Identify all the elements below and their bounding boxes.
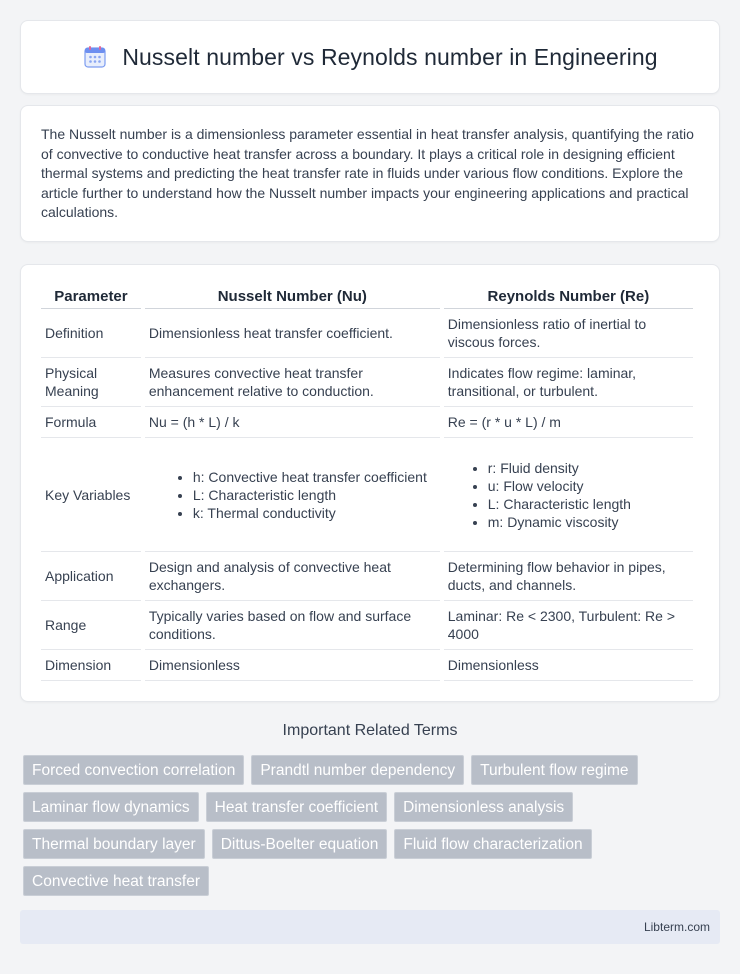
related-term-tag[interactable]: Thermal boundary layer	[23, 829, 205, 859]
list-item: • L: Characteristic length	[488, 495, 689, 513]
row-label: Range	[41, 601, 141, 650]
header-nusselt: Nusselt Number (Nu)	[145, 283, 440, 309]
row-label: Application	[41, 552, 141, 601]
nusselt-cell: Typically varies based on flow and surface conditions.	[145, 601, 440, 650]
list-item: • k: Thermal conductivity	[193, 504, 436, 522]
table-row	[41, 601, 693, 650]
intro-text: The Nusselt number is a dimensionless parameter essential in heat transfer analysis, quantifying the ratio of convective to conductive heat transfer across a boundary. It plays a critical role in designing efficient thermal systems and predicting the heat transfer rate in fluids under various flow conditions. Explore the article further to understand how the Nusselt number impacts your engineering applications and practical calculations.	[41, 126, 694, 220]
footer-site-link[interactable]: Libterm.com	[643, 920, 710, 934]
table-row	[41, 358, 693, 407]
related-term-tag[interactable]: Forced convection correlation	[23, 755, 244, 785]
reynolds-variables-list	[448, 459, 689, 531]
nusselt-cell: Nu = (h * L) / k	[145, 407, 440, 438]
related-term-tag[interactable]: Prandtl number dependency	[251, 755, 464, 785]
comparison-table	[37, 283, 697, 681]
related-term-tag[interactable]: Dimensionless analysis	[394, 792, 573, 822]
related-term-tag[interactable]: Convective heat transfer	[23, 866, 209, 896]
header-parameter: Parameter	[41, 283, 141, 309]
row-label: Key Variables	[41, 438, 141, 552]
table-row	[41, 552, 693, 601]
reynolds-cell: Dimensionless ratio of inertial to viscous forces.	[444, 309, 693, 358]
reynolds-cell	[444, 438, 693, 552]
reynolds-cell: Dimensionless	[444, 650, 693, 681]
page-header	[20, 20, 720, 94]
list-item: • u: Flow velocity	[488, 477, 689, 495]
header-reynolds: Reynolds Number (Re)	[444, 283, 693, 309]
comparison-table-card	[20, 264, 720, 702]
reynolds-cell: Re = (r * u * L) / m	[444, 407, 693, 438]
row-label: Definition	[41, 309, 141, 358]
table-row	[41, 407, 693, 438]
table-row	[41, 650, 693, 681]
related-terms-list	[23, 755, 713, 896]
reynolds-cell: Indicates flow regime: laminar, transitional, or turbulent.	[444, 358, 693, 407]
table-row	[41, 309, 693, 358]
related-term-tag[interactable]: Dittus-Boelter equation	[212, 829, 388, 859]
nusselt-cell: Measures convective heat transfer enhancement relative to conduction.	[145, 358, 440, 407]
row-label: Physical Meaning	[41, 358, 141, 407]
related-term-tag[interactable]: Turbulent flow regime	[471, 755, 637, 785]
row-label: Dimension	[41, 650, 141, 681]
list-item: • m: Dynamic viscosity	[488, 513, 689, 531]
page-title: Nusselt number vs Reynolds number in Engineering	[122, 43, 658, 70]
list-item: • h: Convective heat transfer coefficient	[193, 468, 436, 486]
nusselt-cell	[145, 438, 440, 552]
list-item: • L: Characteristic length	[193, 486, 436, 504]
related-term-tag[interactable]: Laminar flow dynamics	[23, 792, 199, 822]
reynolds-cell: Laminar: Re < 2300, Turbulent: Re > 4000	[444, 601, 693, 650]
list-item: • r: Fluid density	[488, 459, 689, 477]
related-term-tag[interactable]: Fluid flow characterization	[394, 829, 591, 859]
nusselt-cell: Design and analysis of convective heat exchangers.	[145, 552, 440, 601]
intro-section	[20, 105, 720, 242]
reynolds-cell: Determining flow behavior in pipes, ducts, and channels.	[444, 552, 693, 601]
table-row	[41, 438, 693, 552]
related-term-tag[interactable]: Heat transfer coefficient	[206, 792, 387, 822]
calendar-icon	[82, 44, 108, 70]
page-footer	[20, 910, 720, 944]
row-label: Formula	[41, 407, 141, 438]
nusselt-cell: Dimensionless heat transfer coefficient.	[145, 309, 440, 358]
related-terms-title: Important Related Terms	[282, 722, 458, 739]
table-header-row	[41, 283, 693, 309]
nusselt-cell: Dimensionless	[145, 650, 440, 681]
nusselt-variables-list	[149, 468, 436, 522]
